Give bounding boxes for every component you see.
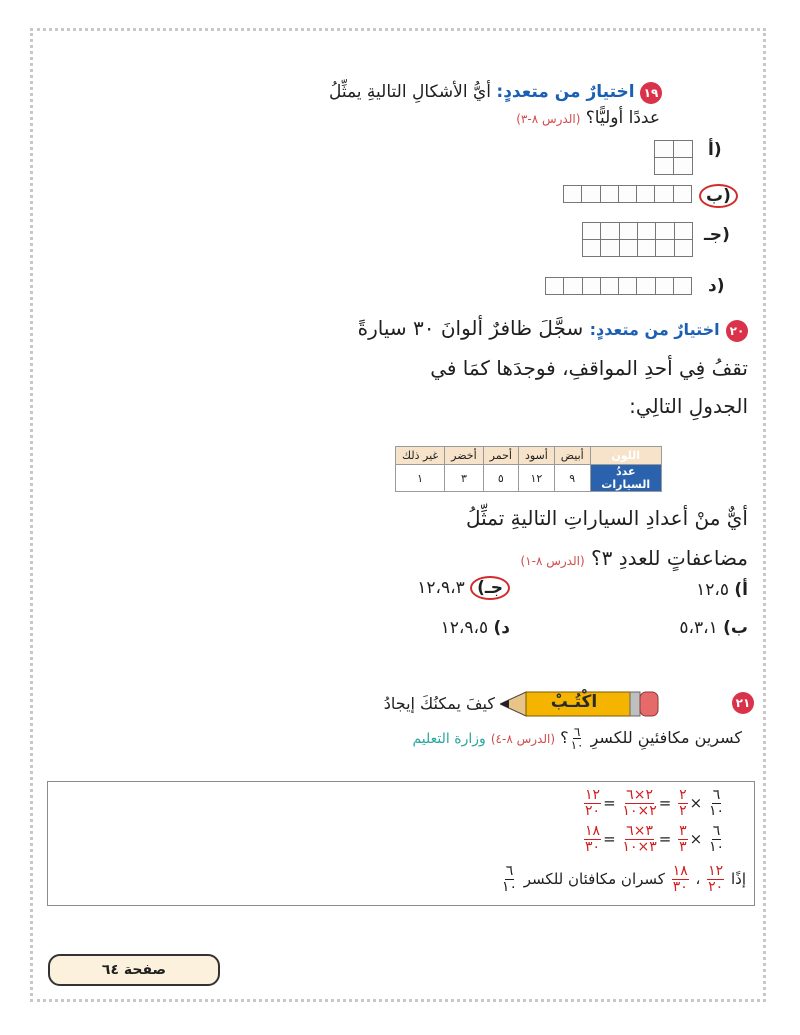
- q21-text-2: كسرين مكافئينِ للكسرِ: [590, 728, 742, 747]
- conclusion-prefix: إذًا: [730, 870, 746, 888]
- q21-watermark-text: وزارة التعليم: [412, 731, 486, 747]
- q20-answer-b-label: ب): [723, 618, 748, 638]
- q20-number-badge: ٢٠: [726, 320, 748, 342]
- q20-answer-d-label: د): [493, 618, 510, 638]
- q19-option-a-grid: [654, 140, 693, 175]
- q20-line5: [520, 540, 748, 579]
- eq1-product-fraction: $\frac{٢\times ٦}{٢\times ١٠}$: [622, 787, 657, 819]
- table-color: أخضر: [445, 447, 483, 465]
- q19-line2: [516, 104, 660, 133]
- q20-answer-a[interactable]: [608, 580, 748, 600]
- q21-fraction: $\frac{٦}{١٠}$: [570, 725, 584, 752]
- table-header-color: اللون: [590, 447, 661, 465]
- q19-text-2: عددًا أوليًّا؟: [585, 108, 660, 128]
- q19-text-1: أيُّ الأشكالِ التاليةِ يمثِّلُ: [328, 82, 491, 102]
- q20-tag: اختيارٌ من متعددٍ:: [589, 320, 720, 339]
- q20-answer-c-label-circled: جـ): [470, 576, 510, 600]
- q21-line2: كسرين مكافئينِ للكسرِ $\frac{٦}{١٠}$ ؟ (الدرس ٨-٤) وزارة التعليم: [412, 725, 742, 752]
- q20-text-3: الجدولِ التالِي:: [629, 394, 748, 418]
- q20-answer-d-value: ١٢،٩،٥: [440, 618, 489, 638]
- q20-color-table: [395, 446, 662, 492]
- eq1-multiplier-fraction: $\frac{٢}{٢}$: [679, 787, 687, 819]
- answer-equation-2: $\frac{١٨}{٣٠}$ = $\frac{٣\times ٦}{٣\times ١٠}$ = $\frac{٣}{٣}$ × $\frac{٦}{١٠}$: [585, 823, 724, 855]
- q19-lesson: (الدرس ٨-٣): [516, 112, 581, 126]
- q19-option-b-label-circled[interactable]: ب): [699, 184, 738, 208]
- page-number-label: صفحة ٦٤: [48, 954, 220, 986]
- answer-equation-1: $\frac{١٢}{٢٠}$ = $\frac{٢\times ٦}{٢\times ١٠}$ = $\frac{٢}{٢}$ × $\frac{٦}{١٠}$: [585, 787, 724, 819]
- q19-option-d-label[interactable]: د): [708, 276, 725, 296]
- q19-option-c-label[interactable]: جـ): [704, 225, 730, 245]
- eq2-multiplier-fraction: $\frac{٣}{٣}$: [679, 823, 687, 855]
- q21-lesson: (الدرس ٨-٤): [490, 732, 556, 746]
- q21-number-badge: ٢١: [732, 692, 754, 714]
- q20-lesson: (الدرس ٨-١): [520, 554, 585, 568]
- q20-text-2: تقفُ فِي أحدِ المواقفِ، فوجدَها كمَا في: [430, 356, 748, 380]
- q19-option-a-label[interactable]: أ): [708, 140, 722, 160]
- eq2-base-fraction: $\frac{٦}{١٠}$: [708, 823, 724, 855]
- q20-text-1: سجَّلَ ظافرٌ ألوانَ ٣٠ سيارةً: [357, 316, 584, 340]
- q20-line1: [358, 310, 748, 348]
- q20-text-4: أيٌّ منْ أعدادِ السياراتِ التاليةِ تمثِّلُ: [466, 506, 748, 530]
- table-color: أبيض: [554, 447, 590, 465]
- q21-write-label: اكْتُـبْ: [550, 692, 598, 712]
- q20-answer-b[interactable]: [608, 618, 748, 638]
- conclusion-fraction-2: $\frac{١٨}{٣٠}$: [672, 863, 688, 895]
- q20-answer-a-value: ١٢،٥: [696, 580, 729, 600]
- table-color: غير ذلك: [396, 447, 445, 465]
- q20-text-5: مضاعفاتٍ للعددِ ٣؟: [591, 546, 748, 570]
- conclusion-text: كسران مكافئان للكسر: [523, 870, 665, 888]
- eq2-result-fraction: $\frac{١٨}{٣٠}$: [585, 823, 601, 855]
- table-header-count: عددُ السيارات: [590, 465, 661, 492]
- eq1-result-fraction: $\frac{١٢}{٢٠}$: [585, 787, 601, 819]
- eq2-product-fraction: $\frac{٣\times ٦}{٣\times ١٠}$: [622, 823, 657, 855]
- q19-number-badge: ١٩: [640, 82, 662, 104]
- table-count: ٣: [445, 465, 483, 492]
- answer-conclusion: [500, 864, 746, 895]
- q21-text-1: كيفَ يمكنُكَ إيجادُ: [383, 694, 495, 713]
- q19-tag: اختيارٌ من متعددٍ:: [496, 82, 635, 102]
- q20-answer-c-value: ١٢،٩،٣: [417, 578, 465, 598]
- q20-answer-c[interactable]: [417, 578, 510, 598]
- q19-option-b-grid: [563, 185, 692, 203]
- q20-answer-b-value: ٥،٣،١: [679, 618, 718, 638]
- q19-option-c-grid: [582, 222, 693, 257]
- table-count: ٥: [483, 465, 518, 492]
- q20-answer-a-label: أ): [734, 580, 748, 600]
- table-color: أحمر: [483, 447, 518, 465]
- table-count: ١٢: [518, 465, 554, 492]
- conclusion-fraction-1: $\frac{١٢}{٢٠}$: [708, 863, 724, 895]
- conclusion-fraction-3: $\frac{٦}{١٠}$: [501, 863, 517, 895]
- conclusion-separator: ،: [695, 870, 701, 888]
- table-count: ٩: [554, 465, 590, 492]
- q20-answer-d[interactable]: [441, 618, 510, 638]
- table-count: ١: [396, 465, 445, 492]
- q19-line1: [329, 78, 662, 106]
- answer-box: [47, 781, 755, 906]
- q19-option-d-grid: [545, 277, 692, 295]
- table-color: أسود: [518, 447, 554, 465]
- eq1-base-fraction: $\frac{٦}{١٠}$: [708, 787, 724, 819]
